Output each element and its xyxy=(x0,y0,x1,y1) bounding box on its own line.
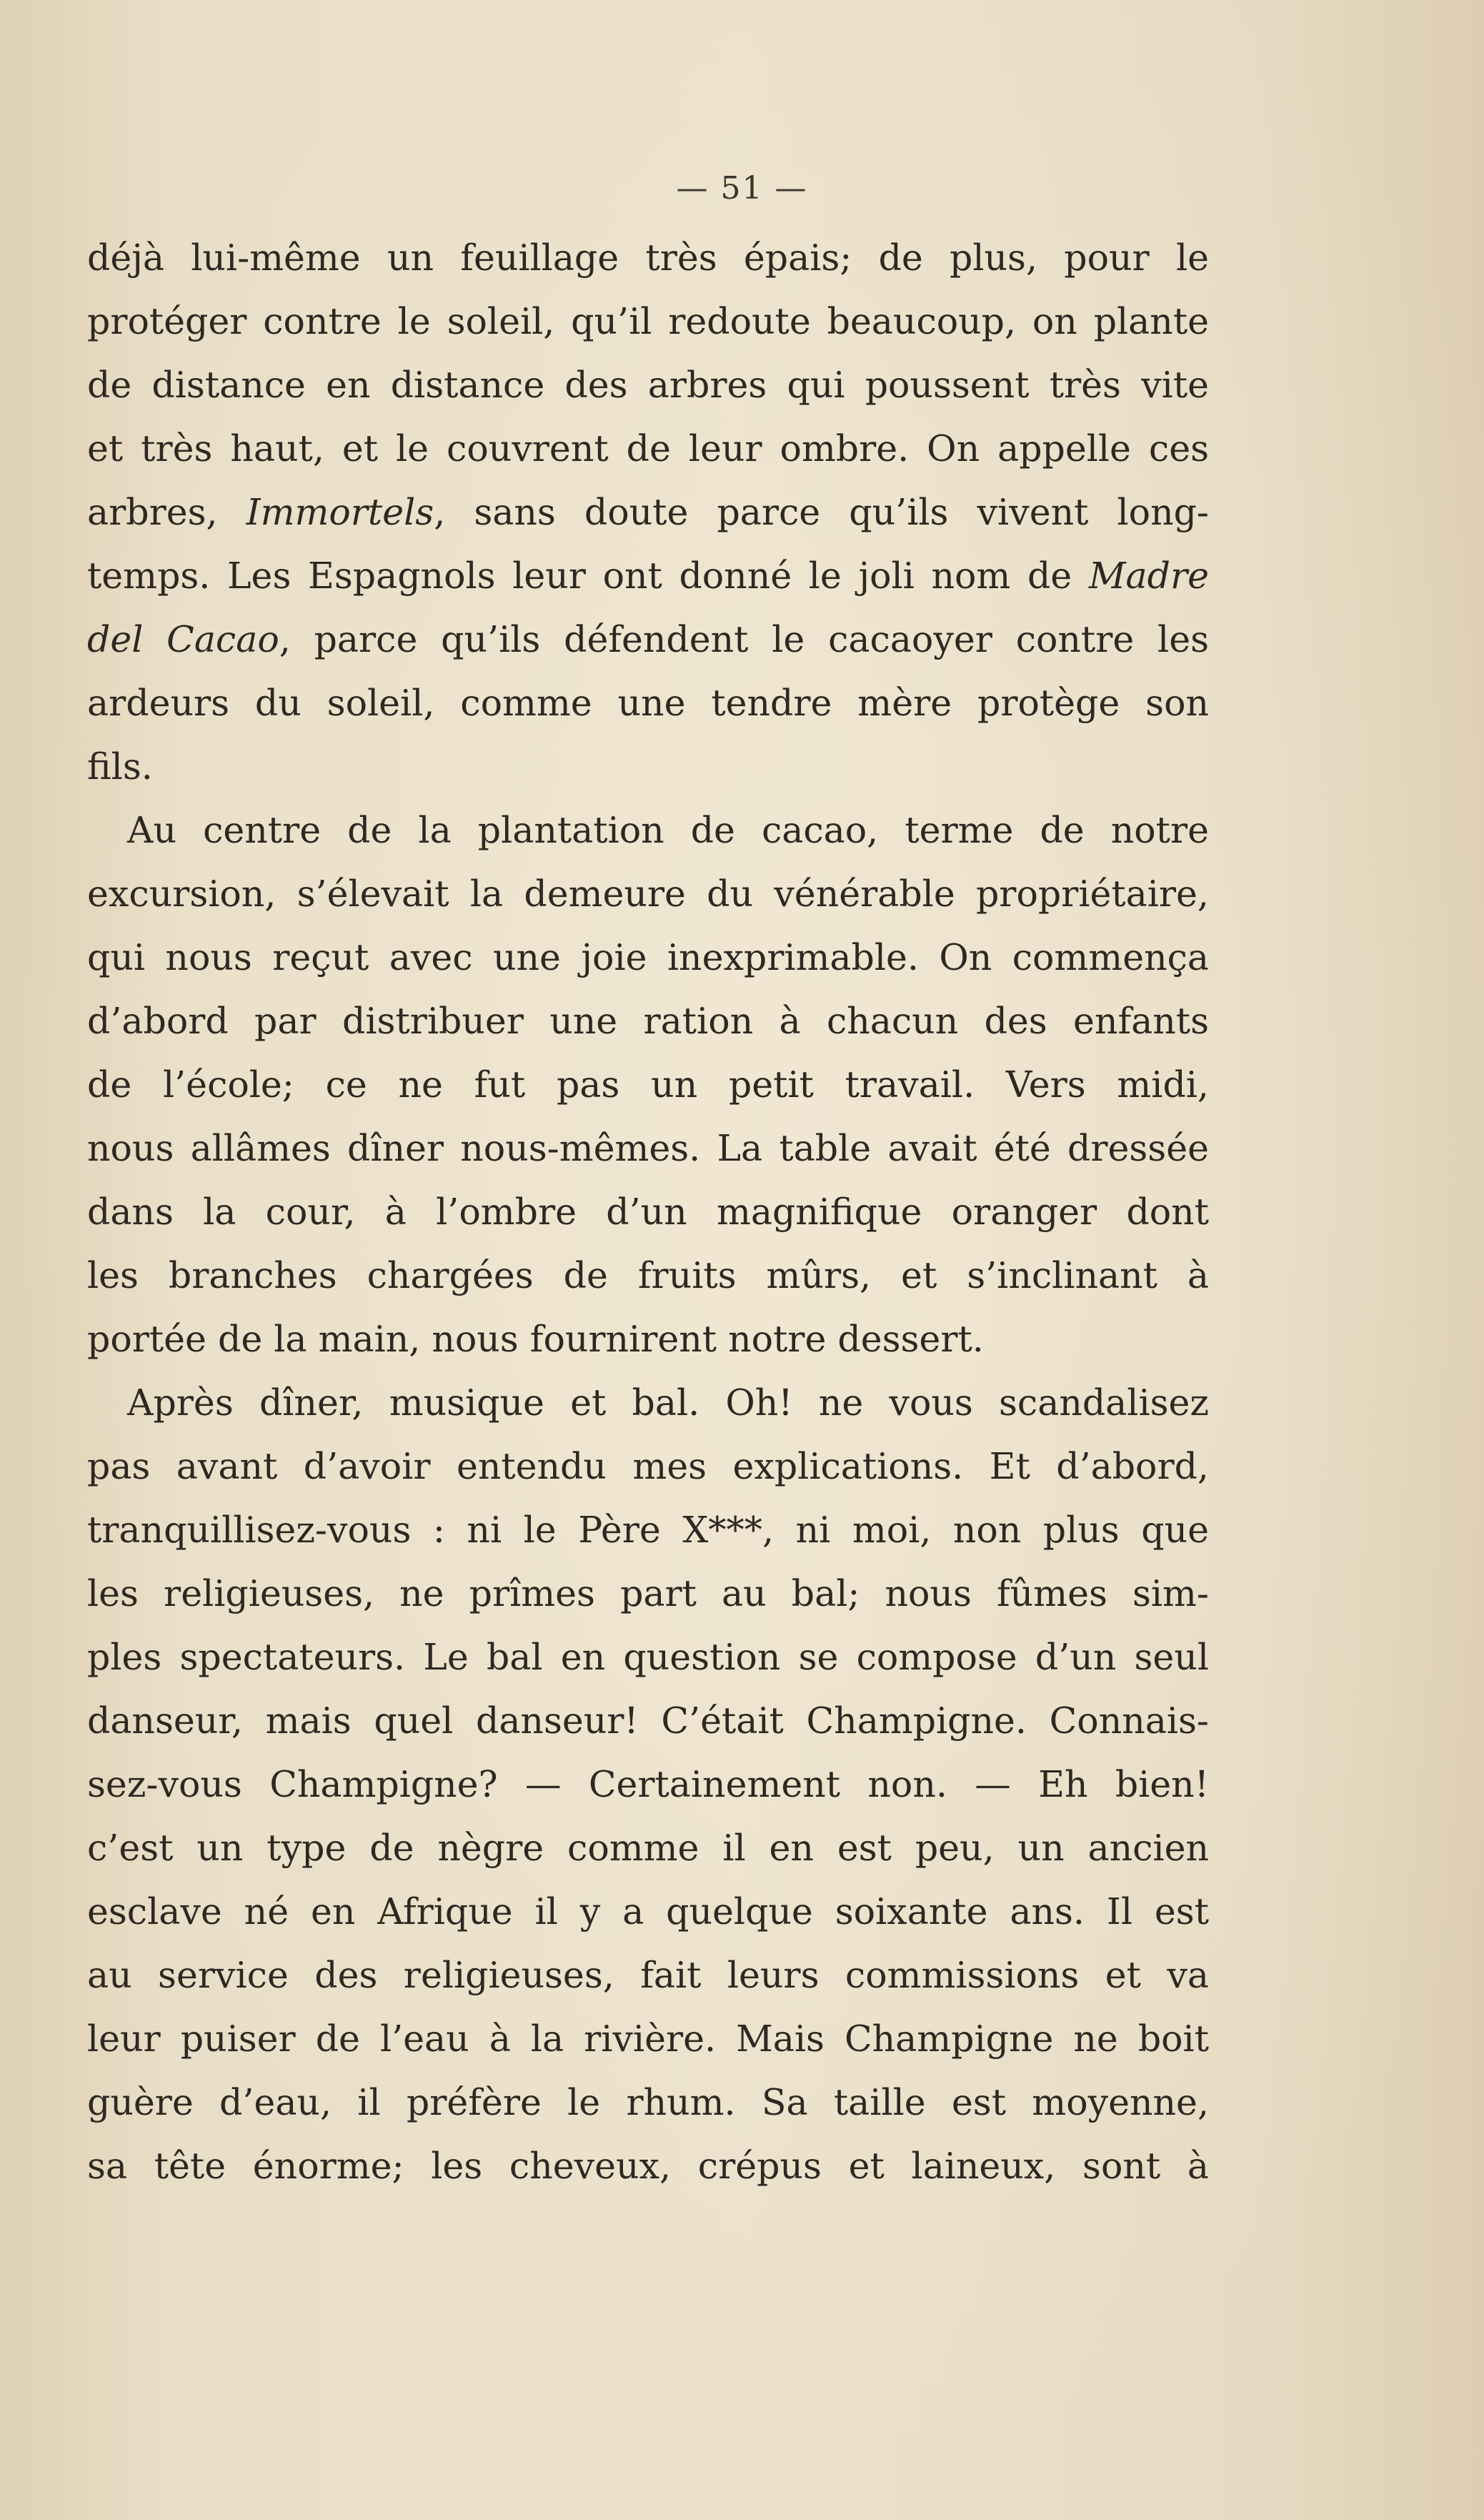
text-line: dans la cour, à l’ombre d’un magnifique oranger dont xyxy=(87,1191,1209,1233)
italic-term: Madre xyxy=(1088,555,1209,597)
text-line: les branches chargées de fruits mûrs, et s’inclinant à xyxy=(87,1254,1209,1296)
text-line: esclave né en Afrique il y a quelque soixante ans. Il est xyxy=(87,1890,1209,1933)
text-line: sa tête énorme; les cheveux, crépus et laineux, sont à xyxy=(87,2145,1209,2187)
text-line: sez-vous Champigne? — Certainement non. — Eh bien! xyxy=(87,1763,1209,1805)
italic-term: del Cacao xyxy=(87,618,279,660)
text-line: pas avant d’avoir entendu mes explications. Et d’abord, xyxy=(87,1445,1209,1487)
italic-term: Immortels xyxy=(246,491,434,533)
text-line: les religieuses, ne prîmes part au bal; nous fûmes sim- xyxy=(87,1572,1209,1614)
text-line: fils. xyxy=(87,745,153,788)
text-line: de l’école; ce ne fut pas un petit travail. Vers midi, xyxy=(87,1063,1209,1106)
page-number: — 51 — xyxy=(676,170,808,207)
text-line: portée de la main, nous fournirent notre dessert. xyxy=(87,1318,984,1360)
text-line: d’abord par distribuer une ration à chacun des enfants xyxy=(87,1000,1209,1042)
text-line: guère d’eau, il préfère le rhum. Sa taille est moyenne, xyxy=(87,2081,1209,2123)
text-line: déjà lui-même un feuillage très épais; de plus, pour le xyxy=(87,237,1209,279)
text-line: del Cacao, parce qu’ils défendent le cacaoyer contre les xyxy=(87,618,1209,660)
text-line: protéger contre le soleil, qu’il redoute beaucoup, on plante xyxy=(87,300,1209,342)
text-line: ardeurs du soleil, comme une tendre mère protège son xyxy=(87,682,1209,724)
text-line: de distance en distance des arbres qui poussent très vite xyxy=(87,364,1209,406)
text-line: leur puiser de l’eau à la rivière. Mais Champigne ne boit xyxy=(87,2018,1209,2060)
text-line: qui nous reçut avec une joie inexprimable. On commença xyxy=(87,936,1209,978)
text-line: temps. Les Espagnols leur ont donné le joli nom de Madre xyxy=(87,555,1209,597)
paragraph-start-line: Après dîner, musique et bal. Oh! ne vous scandalisez xyxy=(127,1381,1209,1424)
text-line: danseur, mais quel danseur! C’était Champigne. Connais- xyxy=(87,1700,1209,1742)
text-line: excursion, s’élevait la demeure du vénérable propriétaire, xyxy=(87,873,1209,915)
text-line: et très haut, et le couvrent de leur ombre. On appelle ces xyxy=(87,427,1209,470)
text-line: au service des religieuses, fait leurs commissions et va xyxy=(87,1954,1209,1996)
body-text xyxy=(87,226,1209,2198)
paragraph-start-line: Au centre de la plantation de cacao, terme de notre xyxy=(127,809,1209,851)
text-line: nous allâmes dîner nous-mêmes. La table avait été dressée xyxy=(87,1127,1209,1169)
text-line: c’est un type de nègre comme il en est peu, un ancien xyxy=(87,1827,1209,1869)
text-line: ples spectateurs. Le bal en question se compose d’un seul xyxy=(87,1636,1209,1678)
text-line: arbres, Immortels, sans doute parce qu’ils vivent long- xyxy=(87,491,1209,533)
text-line: tranquillisez-vous : ni le Père X***, ni moi, non plus que xyxy=(87,1509,1209,1551)
